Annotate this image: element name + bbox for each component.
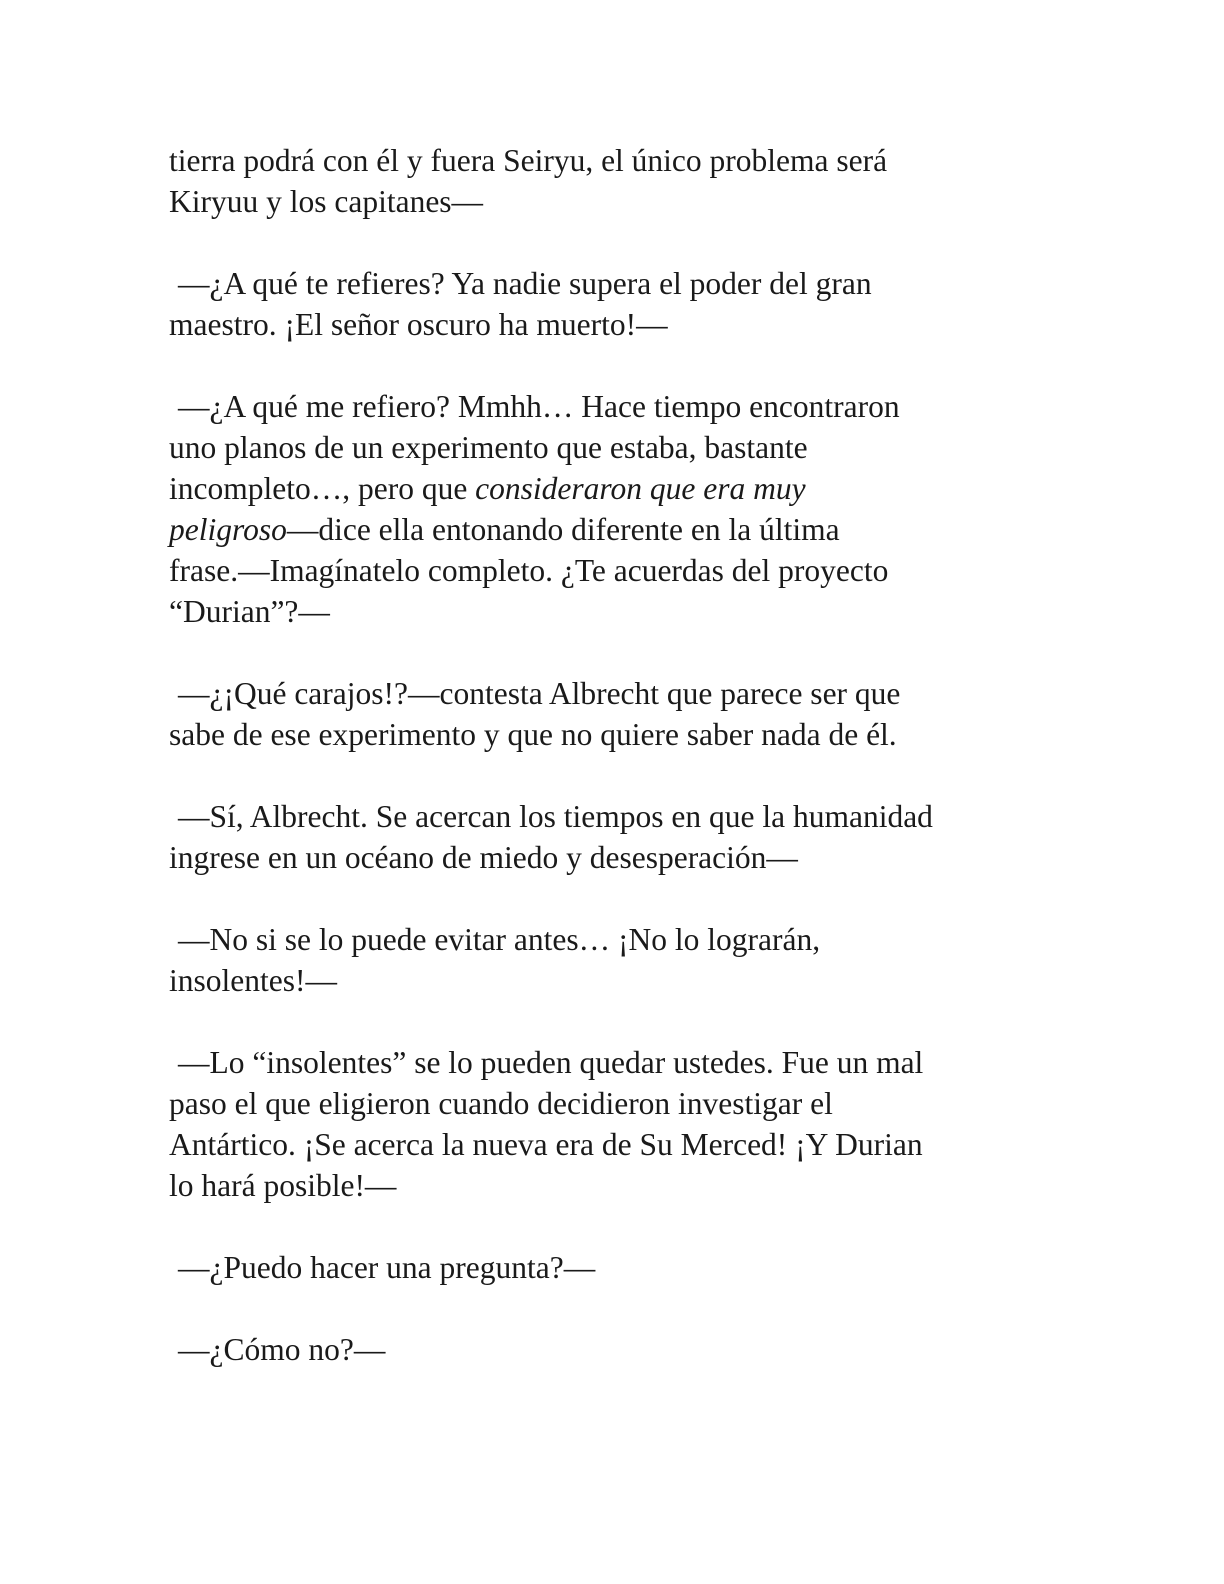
text-line	[169, 468, 1049, 509]
text-line: insolentes!—	[169, 963, 337, 998]
text-line: —¿A qué me refiero? Mmhh… Hace tiempo encontraron	[178, 389, 900, 424]
text-line: Antártico. ¡Se acerca la nueva era de Su Merced! ¡Y Durian	[169, 1127, 923, 1162]
text-line: frase.—Imagínatelo completo. ¿Te acuerdas del proyecto	[169, 553, 889, 588]
text-line: uno planos de un experimento que estaba, bastante	[169, 430, 808, 465]
text-line: lo hará posible!—	[169, 1168, 397, 1203]
text-line: maestro. ¡El señor oscuro ha muerto!—	[169, 307, 668, 342]
paragraph	[169, 386, 1049, 632]
paragraph	[169, 263, 1049, 345]
text-run: —dice ella entonando diferente en la última	[286, 512, 840, 547]
text-line: sabe de ese experimento y que no quiere saber nada de él.	[169, 717, 897, 752]
text-line: “Durian”?—	[169, 594, 330, 629]
text-line: paso el que eligieron cuando decidieron investigar el	[169, 1086, 833, 1121]
paragraph	[169, 1329, 1049, 1370]
text-line: —¿Puedo hacer una pregunta?—	[178, 1250, 596, 1285]
text-line: Kiryuu y los capitanes—	[169, 184, 484, 219]
text-line: tierra podrá con él y fuera Seiryu, el único problema será	[169, 143, 888, 178]
body-text	[169, 140, 1049, 1411]
paragraph	[169, 796, 1049, 878]
paragraph	[169, 1247, 1049, 1288]
paragraph	[169, 1042, 1049, 1206]
text-line	[169, 509, 1049, 550]
text-line: —Sí, Albrecht. Se acercan los tiempos en que la humanidad	[178, 799, 933, 834]
italic-text-run: consideraron que era muy	[475, 471, 806, 506]
paragraph	[169, 673, 1049, 755]
paragraph	[169, 140, 1049, 222]
paragraph	[169, 919, 1049, 1001]
italic-text-run: peligroso	[169, 512, 287, 547]
text-line: ingrese en un océano de miedo y desesperación—	[169, 840, 798, 875]
text-line: —¿Cómo no?—	[178, 1332, 386, 1367]
text-line: —¿¡Qué carajos!?—contesta Albrecht que parece ser que	[178, 676, 901, 711]
text-run: incompleto…, pero que	[169, 471, 476, 506]
text-line: —¿A qué te refieres? Ya nadie supera el poder del gran	[178, 266, 872, 301]
text-line: —Lo “insolentes” se lo pueden quedar ustedes. Fue un mal	[178, 1045, 924, 1080]
text-line: —No si se lo puede evitar antes… ¡No lo lograrán,	[178, 922, 821, 957]
